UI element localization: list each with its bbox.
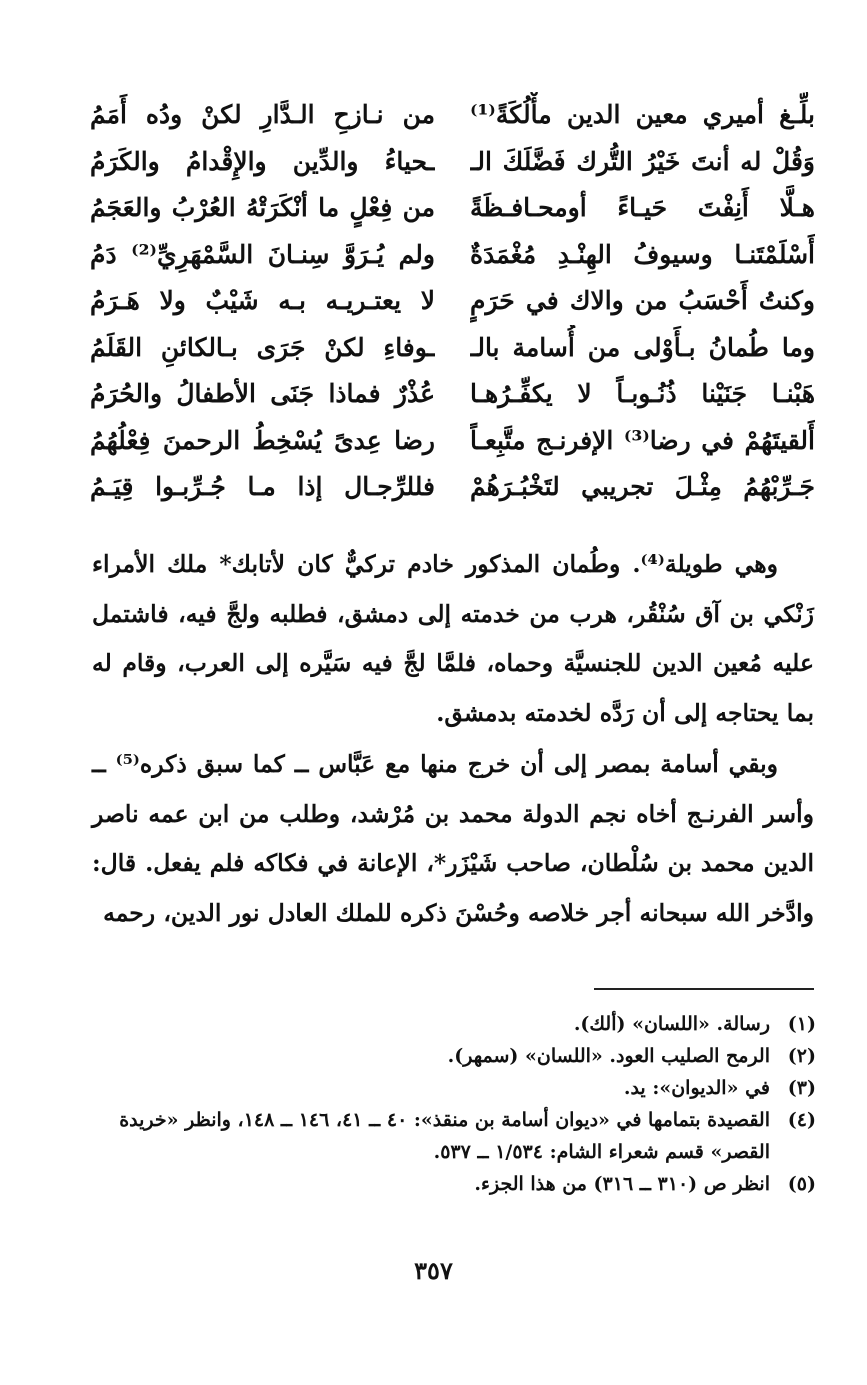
hemistich-first: وَقُلْ له أنتَ خَيْرُ التُّرك فَضَّلَكَ الـ [470, 146, 815, 176]
footnote-number: (٤) [787, 1109, 816, 1131]
hemistich-first: هـلَّا أَنِفْتَ حَيـاءً أومحـافـظَةً [470, 193, 815, 223]
paragraph-2 [92, 740, 814, 938]
hemistich-first: وكنتُ أَحْسَبُ من والاك في حَرَمٍ [470, 286, 815, 316]
verse-row [90, 232, 815, 279]
hemistich-first: بلِّـغ أميري معين الدين مأْلُكَةً⁽¹⁾ [470, 100, 815, 130]
hemistich-second: ـوفاءِ لكنْ جَرَى بـالكائنِ القَلَمُ [90, 332, 435, 362]
footnote-item [88, 1072, 816, 1104]
hemistich-second: عُذْرٌ فماذا جَنَى الأطفالُ والحُرَمُ [90, 379, 435, 409]
footnote-continuation: القصر» قسم شعراء الشام: ١/٥٣٤ ــ ٥٣٧. [433, 1141, 770, 1163]
footnote-item [88, 1168, 816, 1200]
footnote-item [88, 1040, 816, 1072]
paragraph-1 [92, 540, 814, 738]
paragraph-text: وهي طويلة⁽⁴⁾. وطُمان المذكور خادم تركيٌّ كان لأتابك* ملك الأمراء زَنْكي بن آق سُنْقُر، هرب من خدمته إلى دمشق، فطلبه ولجَّ فيه، فاشتمل عليه مُعين الدين للجنسيَّة وحماه، فلمَّا لجَّ فيه سَيَّره إلى العرب، وقام له بما يحتاجه إلى أن رَدَّه لخدمته بدمشق. [92, 550, 814, 727]
verse-row [90, 92, 815, 139]
footnote-text: رسالة. «اللسان» (ألك). [573, 1013, 770, 1035]
hemistich-second: ولم يُـرَوَّ سِنـانَ السَّمْهَرِيِّ⁽²⁾ دَمُ [90, 239, 435, 269]
verse-row [90, 464, 815, 511]
hemistich-second: رضا عِدىً يُسْخِطُ الرحمنَ فِعْلُهُمُ [90, 425, 435, 455]
footnote-text: في «الديوان»: يد. [623, 1077, 770, 1099]
verse-row [90, 139, 815, 186]
footnote-number: (٥) [787, 1173, 816, 1195]
verse-row [90, 418, 815, 465]
footnotes [88, 1008, 816, 1200]
hemistich-second: من فِعْلٍ ما أنْكَرَتْهُ العُرْبُ والعَجَمُ [90, 193, 435, 223]
footnote-text: القصيدة بتمامها في «ديوان أسامة بن منقذ»: ٤٠ ــ ٤١، ١٤٦ ــ ١٤٨، وانظر «خريدة [119, 1109, 770, 1131]
footnote-item [88, 1104, 816, 1136]
hemistich-second: فللرِّجـال إذا مـا جُـرِّبـوا قِيَـمُ [90, 472, 435, 502]
hemistich-first: أَلقيتَهُمْ في رضا⁽³⁾ الإفرنـج متَّبِعـاً [470, 425, 815, 455]
verse-row [90, 371, 815, 418]
verse-row [90, 185, 815, 232]
hemistich-first: وما طُمانُ بـأَوْلى من أُسامة بالـ [470, 332, 815, 362]
hemistich-second: من نـازحِ الـدَّارِ لكنْ ودُه أَمَمُ [90, 100, 435, 130]
footnote-separator [594, 988, 814, 990]
verse-row [90, 278, 815, 325]
page-number: ٣٥٧ [414, 1256, 453, 1285]
footnote-text: انظر ص (٣١٠ ــ ٣١٦) من هذا الجزء. [474, 1173, 770, 1195]
poem [90, 92, 815, 511]
hemistich-second: ـحياءُ والدِّين والإِقْدامُ والكَرَمُ [90, 146, 435, 176]
paragraph-text: وبقي أسامة بمصر إلى أن خرج منها مع عَبَّاس ــ كما سبق ذكره⁽⁵⁾ ــ وأسر الفرنـج أخاه نجم الدولة محمد بن مُرْشد، وطلب من ابن عمه ناصر الدين محمد بن سُلْطان، صاحب شَيْزَر*، الإعانة في فكاكه فلم يفعل. قال: وادَّخر الله سبحانه أجر خلاصه وحُسْنَ ذكره للملك العادل نور الدين، رحمه [92, 750, 814, 927]
hemistich-first: أَسْلَمْتَنـا وسيوفُ الهِنْـدِ مُغْمَدَةٌ [470, 239, 815, 269]
hemistich-second: لا يعتـريـه بـه شَيْبٌ ولا هَـرَمُ [90, 286, 435, 316]
verse-row [90, 325, 815, 372]
footnote-number: (٢) [787, 1045, 816, 1067]
footnote-text: الرمح الصليب العود. «اللسان» (سمهر). [447, 1045, 770, 1067]
footnote-number: (١) [787, 1013, 816, 1035]
hemistich-first: جَـرِّبْهُمُ مِثْـلَ تجريبي لتَخْبُـرَهُمْ [470, 472, 815, 502]
footnote-item [88, 1008, 816, 1040]
hemistich-first: هَبْنـا جَنَيْنا ذُنُـوبـاً لا يكفِّـرُهـا [470, 379, 815, 409]
footnote-number: (٣) [787, 1077, 816, 1099]
